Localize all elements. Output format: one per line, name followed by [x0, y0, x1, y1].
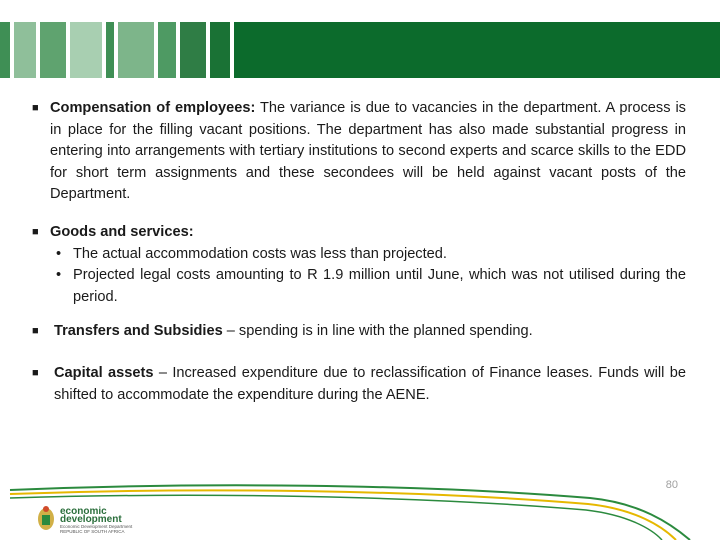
header-stripe: [14, 22, 36, 78]
header-stripe: [158, 22, 176, 78]
bullet-capital-assets: [32, 363, 686, 406]
header-stripe: [70, 22, 102, 78]
bullet-transfers: [32, 321, 533, 343]
bullet-label: Compensation of employees:: [50, 100, 256, 116]
bullet-compensation: [32, 98, 686, 206]
sub-bullet-item: [56, 244, 686, 266]
footer: [0, 468, 720, 540]
bullet-text: The variance is due to vacancies in the department. A process is in place for the filling vacant positions. The department has also made substantial progress in entering into arrangements with tertiary institutions to second experts and scarce skills to the EDD for short term assignments and these secondees will be held against vacant posts of the Department.: [50, 100, 686, 202]
sub-bullet-item: [56, 265, 686, 308]
logo-line-1: economic: [60, 506, 107, 517]
dot-bullet-icon: •: [56, 245, 62, 262]
logo-wordmark: [60, 508, 132, 534]
dot-bullet-icon: •: [56, 267, 62, 283]
logo-line-3: Economic Development Department: [60, 524, 133, 529]
bullet-label: Goods and services:: [50, 224, 194, 240]
square-bullet-icon: ■: [32, 226, 39, 238]
square-bullet-icon: ■: [32, 325, 39, 337]
bullet-text: – spending is in line with the planned spending.: [222, 323, 533, 339]
logo-line-2: development: [60, 514, 122, 525]
header-stripe: [0, 22, 10, 78]
header-stripe: [180, 22, 206, 78]
bullet-text: – Increased expenditure due to reclassification of Finance leases. Funds will be shifted to accommodate the expenditure during the AENE.: [54, 365, 686, 403]
header-stripe: [40, 22, 66, 78]
square-bullet-icon: ■: [32, 367, 39, 379]
header-bar: [234, 22, 720, 78]
header-band: [0, 22, 720, 78]
sub-bullet-text: The actual accommodation costs was less than projected.: [73, 245, 447, 262]
sub-bullet-list: [50, 244, 686, 309]
page-number: 80: [665, 479, 678, 491]
sub-bullet-text: Projected legal costs amounting to R 1.9 million until June, which was not utilised during the period.: [73, 267, 686, 305]
header-stripe: [118, 22, 154, 78]
header-stripe: [106, 22, 114, 78]
header-stripe: [210, 22, 230, 78]
bullet-goods-services: [32, 222, 686, 308]
bullet-label: Capital assets: [54, 365, 154, 381]
square-bullet-icon: ■: [32, 102, 39, 114]
logo-line-4: REPUBLIC OF SOUTH AFRICA: [60, 529, 125, 534]
bullet-label: Transfers and Subsidies: [54, 323, 223, 339]
